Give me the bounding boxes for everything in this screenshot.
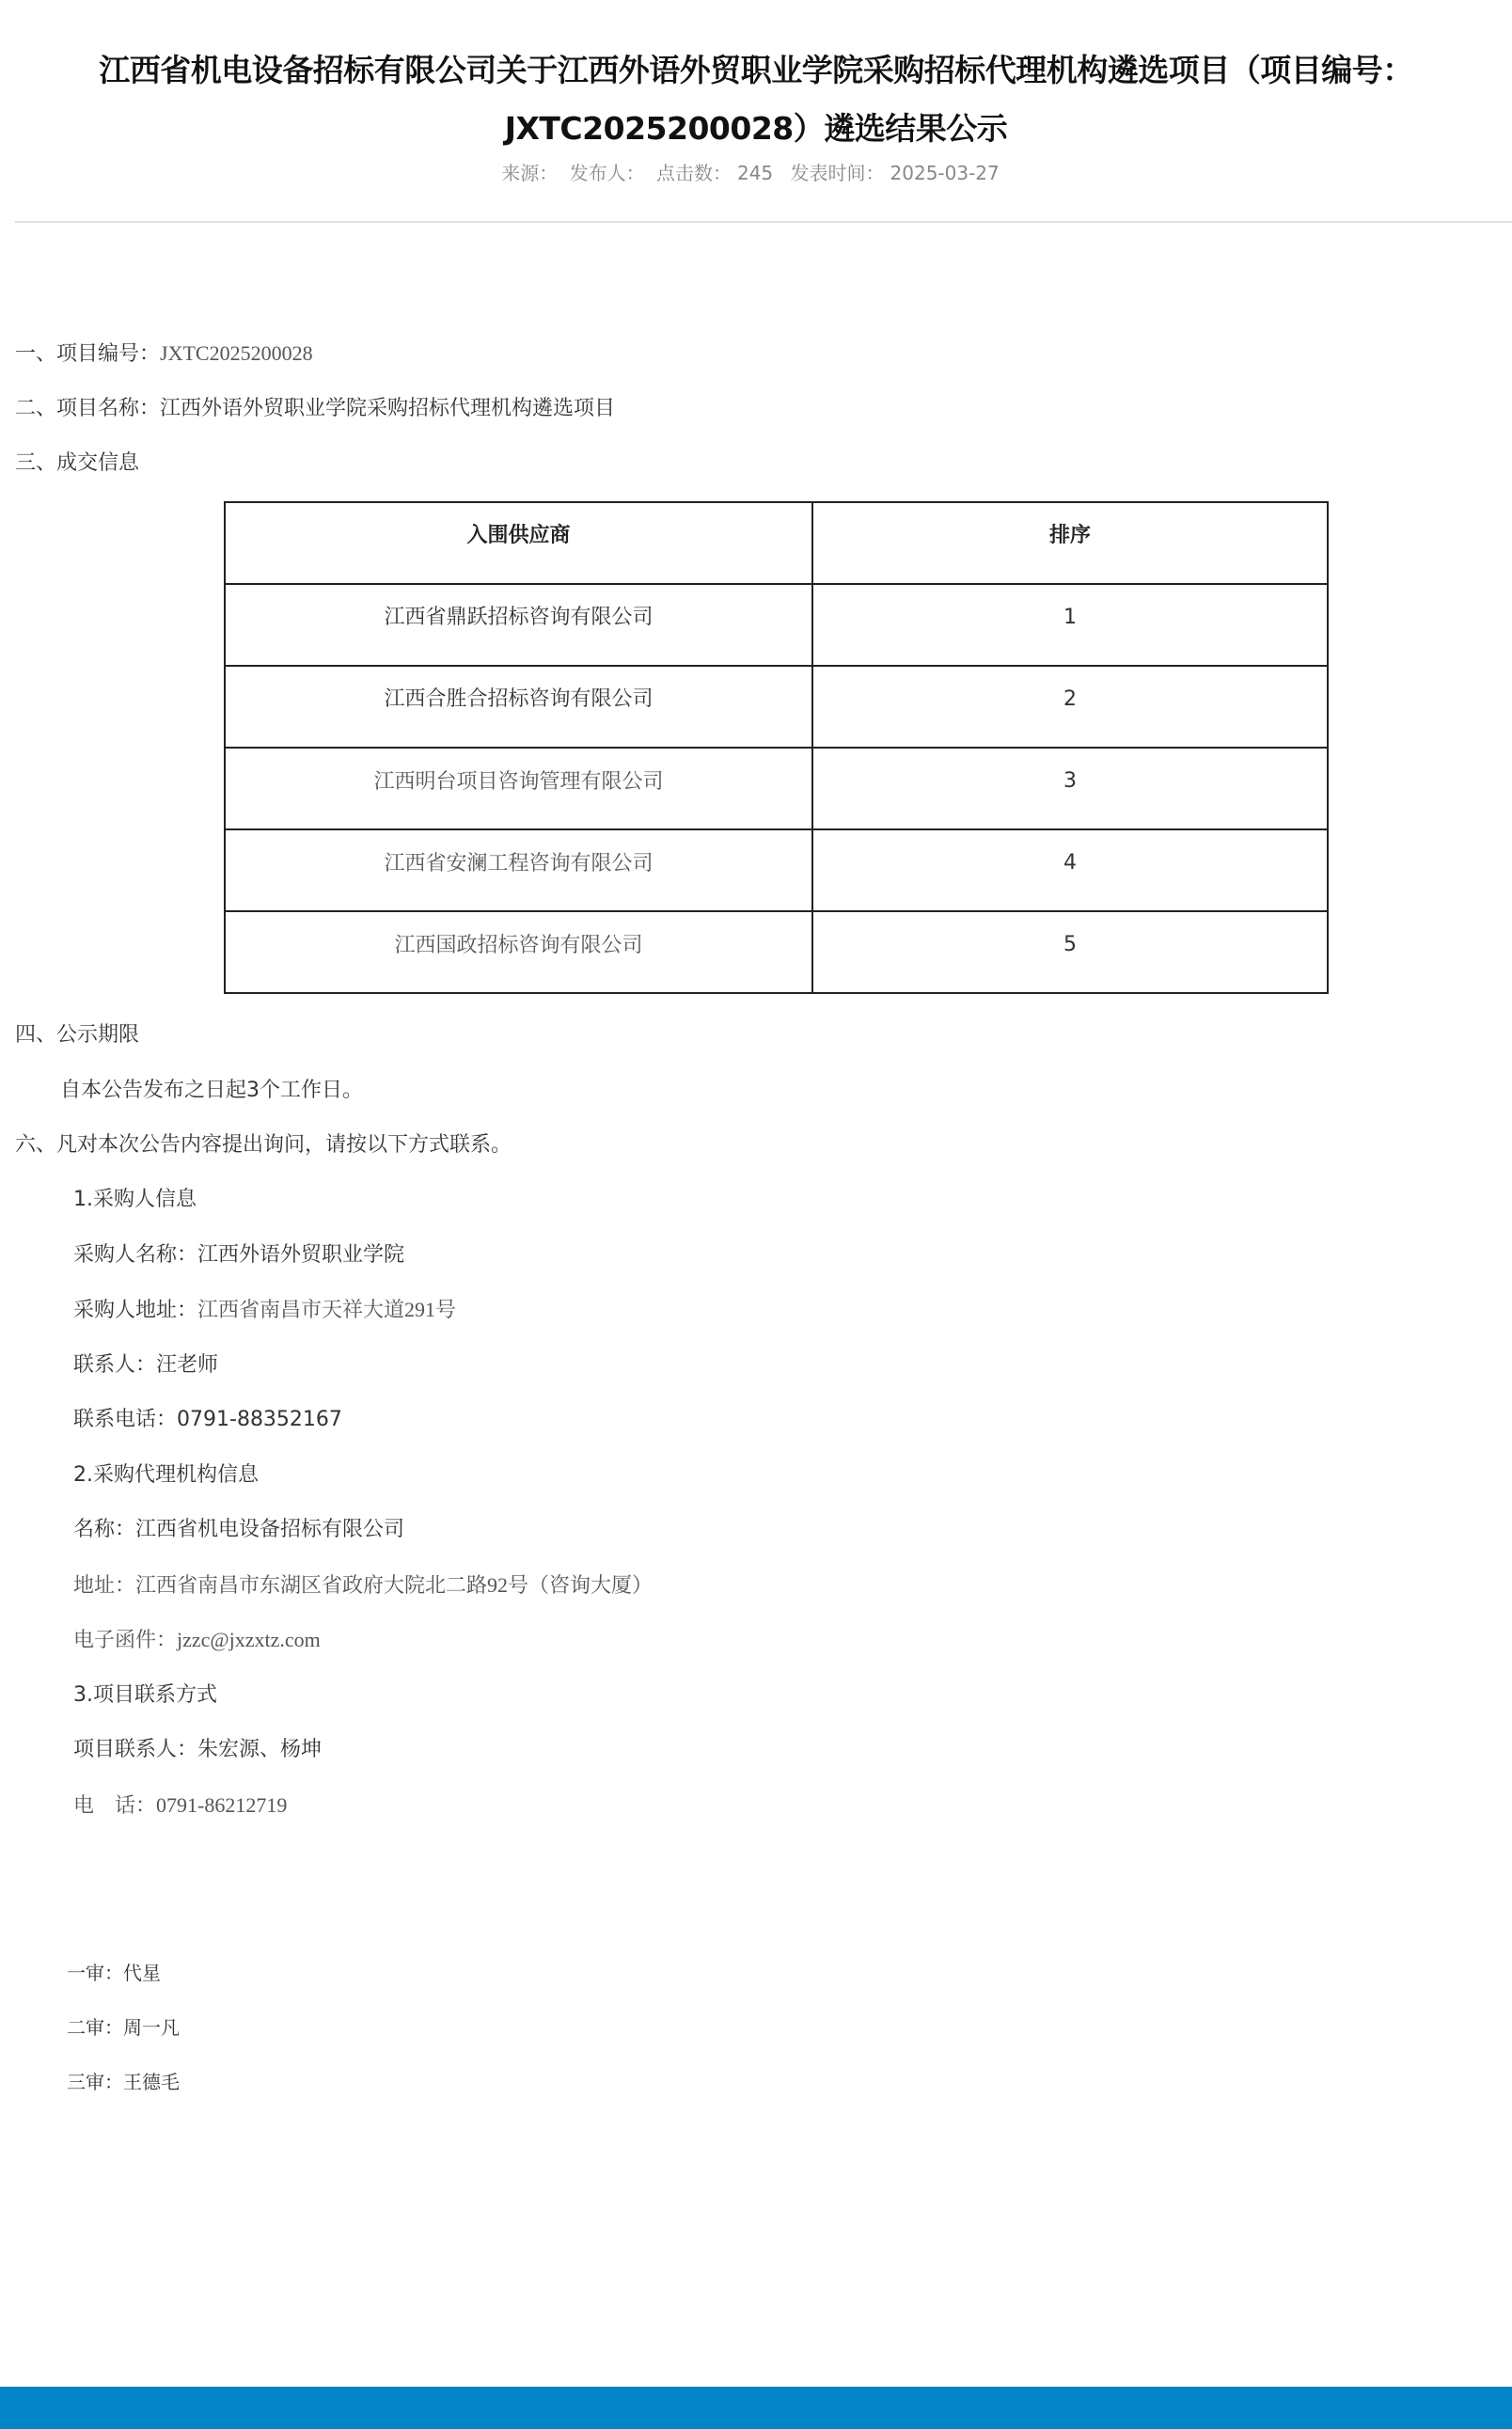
agency-name-label: 名称： [73,1518,136,1541]
purchaser-address-label: 采购人地址： [73,1299,198,1322]
purchaser-phone-value: 0791-88352167 [177,1408,342,1431]
agency-info-heading: 2.采购代理机构信息 [73,1463,259,1487]
supplier-cell: 江西合胜合招标咨询有限公司 [225,666,812,748]
purchaser-contact-label: 联系人： [73,1353,157,1377]
project-contact-heading: 3.项目联系方式 [73,1683,217,1707]
publish-date-label: 发表时间： [790,162,885,184]
reviewer-third [67,2068,180,2096]
agency-name-line [73,1516,404,1544]
reviewer-second [67,2013,180,2042]
purchaser-contact-value: 汪老师 [156,1353,219,1377]
supplier-cell: 江西明台项目咨询管理有限公司 [225,748,812,829]
publish-date [791,162,1005,184]
purchaser-name-value: 江西外语外贸职业学院 [197,1243,405,1267]
reviewer-name: 周一凡 [123,2016,180,2039]
project-number-label: 一、项目编号： [15,342,161,366]
shortlist-table [224,501,1329,994]
article-title: 江西省机电设备招标有限公司关于江西外语外贸职业学院采购招标代理机构遴选项目（项目编号：JXTC2025200028）遴选结果公示 [99,52,1413,147]
table-row [225,666,1328,748]
reviewer-first [67,1959,161,1987]
rank-cell: 2 [812,666,1328,748]
header-divider [15,221,1512,223]
supplier-cell: 江西省安澜工程咨询有限公司 [225,829,812,911]
publisher-label: 发布人： [569,162,645,184]
reviewer-label: 三审： [67,2071,123,2093]
rank-cell: 3 [812,748,1328,829]
reviewer-label: 一审： [67,1962,123,1984]
publish-date-value: 2025-03-27 [890,162,1000,184]
deal-info-heading: 三、成交信息 [15,451,140,475]
purchaser-name-line [73,1241,404,1270]
rank-cell: 1 [812,584,1328,666]
clicks-label [656,162,779,184]
footer-band [0,2387,1512,2429]
publicity-period-heading: 四、公示期限 [15,1023,140,1047]
project-name-value: 江西外语外贸职业学院采购招标代理机构遴选项目 [160,397,616,420]
project-name-line [15,395,615,423]
project-name-label: 二、项目名称： [15,397,161,420]
clicks-label-text: 点击数： [655,162,732,184]
project-contact-phone-line: 电 话：0791-86212719 [73,1793,288,1817]
table-row [225,829,1328,911]
rank-cell: 4 [812,829,1328,911]
agency-name-value: 江西省机电设备招标有限公司 [135,1518,405,1541]
reviewer-name: 王德毛 [123,2071,180,2093]
contact-heading: 六、凡对本次公告内容提出询问，请按以下方式联系。 [15,1133,512,1157]
project-contact-person-line [73,1736,322,1764]
purchaser-name-label: 采购人名称： [73,1243,198,1267]
source-label: 来源： [501,162,559,184]
clicks-count: 245 [736,162,774,184]
project-contact-person-value: 朱宏源、杨坤 [197,1738,323,1761]
project-contact-person-label: 项目联系人： [73,1738,198,1761]
article-meta [0,160,1512,186]
column-header-rank: 排序 [812,502,1328,584]
project-number-value: JXTC2025200028 [160,341,313,365]
purchaser-address-value: 江西省南昌市天祥大道291号 [197,1298,457,1321]
reviewer-label: 二审： [67,2016,123,2039]
publicity-period-text: 自本公告发布之日起3个工作日。 [60,1079,363,1102]
purchaser-info-heading: 1.采购人信息 [73,1188,197,1211]
reviewer-name: 代星 [123,1962,161,1984]
agency-email-line: 电子函件：jzzc@jxzxtz.com [73,1628,321,1651]
table-header-row [225,502,1328,584]
table-row [225,911,1328,993]
table-row [225,748,1328,829]
purchaser-phone-line [73,1406,342,1434]
purchaser-address-line [73,1296,456,1325]
purchaser-phone-label: 联系电话： [73,1408,178,1431]
purchaser-contact-line [73,1351,218,1380]
supplier-cell: 江西省鼎跃招标咨询有限公司 [225,584,812,666]
rank-cell: 5 [812,911,1328,993]
supplier-cell: 江西国政招标咨询有限公司 [225,911,812,993]
agency-address-line: 地址：江西省南昌市东湖区省政府大院北二路92号（咨询大厦） [73,1573,654,1597]
column-header-supplier: 入围供应商 [225,502,812,584]
table-row [225,584,1328,666]
project-number-line [15,339,313,369]
